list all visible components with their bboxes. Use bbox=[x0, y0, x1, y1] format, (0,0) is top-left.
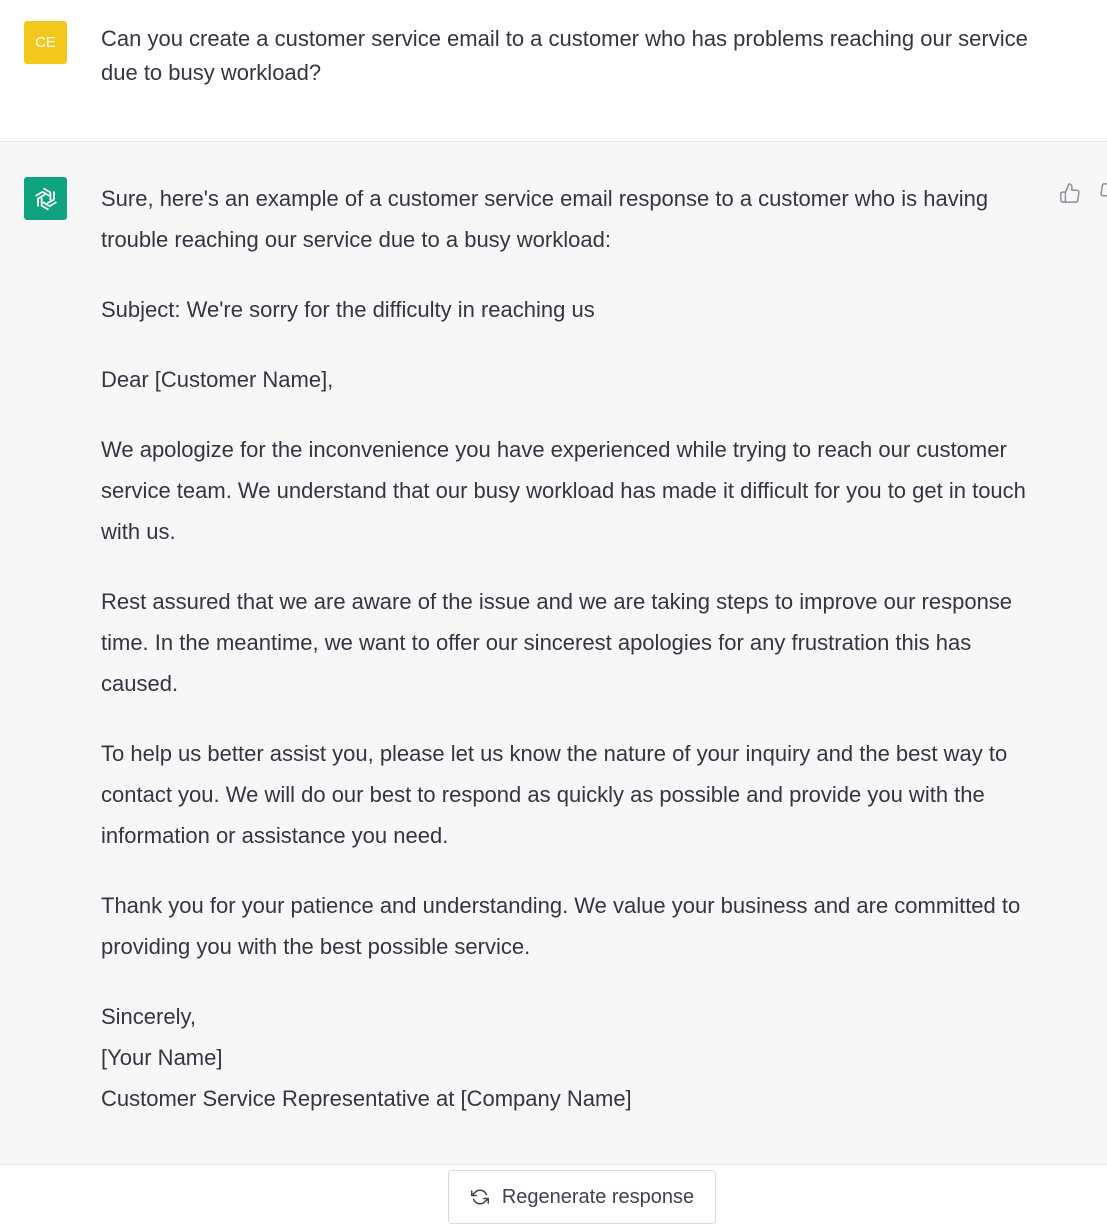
user-message-text: Can you create a customer service email to a customer who has problems reaching our service due to busy workload? bbox=[101, 26, 1028, 85]
user-message-row bbox=[0, 0, 1107, 142]
openai-logo-icon bbox=[31, 184, 61, 214]
assistant-message-row bbox=[0, 142, 1107, 1164]
user-avatar: CE bbox=[24, 21, 67, 64]
thumbs-down-button[interactable] bbox=[1097, 180, 1107, 206]
email-paragraph: Rest assured that we are aware of the issue and we are taking steps to improve our response time. In the meantime, we want to offer our sincerest apologies for any frustration this has caused. bbox=[101, 589, 1013, 696]
email-paragraph: We apologize for the inconvenience you have experienced while trying to reach our customer service team. We understand that our busy workload has made it difficult for you to get in touch with us. bbox=[101, 437, 1026, 544]
email-closing: Sincerely, bbox=[101, 1004, 196, 1029]
email-subject: Subject: We're sorry for the difficulty in reaching us bbox=[101, 297, 595, 322]
email-greeting: Dear [Customer Name], bbox=[101, 367, 334, 392]
response-paragraph-intro: Sure, here's an example of a customer service email response to a customer who is having trouble reaching our service due to a busy workload: bbox=[101, 186, 989, 252]
email-paragraph: Thank you for your patience and understanding. We value your business and are committed to providing you with the best possible service. bbox=[101, 893, 1021, 959]
assistant-avatar bbox=[24, 177, 67, 220]
feedback-controls bbox=[1057, 180, 1107, 206]
regenerate-response-label: Regenerate response bbox=[501, 1185, 695, 1208]
refresh-icon bbox=[470, 1187, 490, 1207]
thumbs-up-button[interactable] bbox=[1057, 180, 1083, 206]
assistant-message-text bbox=[101, 178, 1041, 1119]
regenerate-response-button[interactable] bbox=[448, 1170, 716, 1224]
thumbs-up-icon bbox=[1059, 182, 1081, 204]
email-signature-title: Customer Service Representative at [Company Name] bbox=[101, 1086, 632, 1111]
thumbs-down-icon bbox=[1099, 182, 1107, 204]
email-signature-name: [Your Name] bbox=[101, 1045, 223, 1070]
bottom-bar bbox=[0, 1164, 1107, 1225]
email-paragraph: To help us better assist you, please let us know the nature of your inquiry and the best way to contact you. We will do our best to respond as quickly as possible and provide you with the information or assistance you need. bbox=[101, 741, 1008, 848]
